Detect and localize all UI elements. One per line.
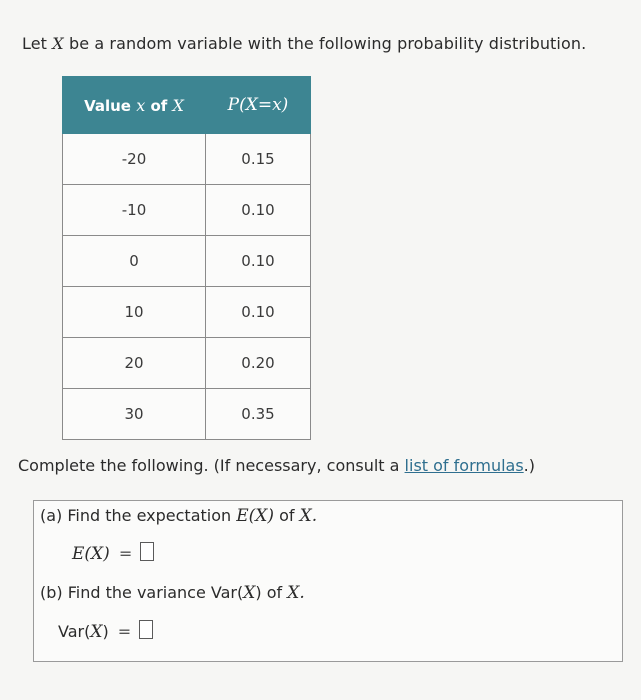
probability-cell: 0.10	[206, 236, 311, 287]
table-row	[63, 134, 311, 185]
part-b-answer-row	[58, 620, 153, 642]
expectation-answer-input[interactable]	[140, 542, 154, 561]
value-cell: -10	[63, 185, 206, 236]
equals-sign: =	[118, 544, 133, 563]
value-cell: 10	[63, 287, 206, 338]
header-value-of-x: Value x of X	[63, 77, 206, 134]
intro-suffix: be a random variable with the following probability distribution.	[68, 34, 587, 53]
value-cell: 30	[63, 389, 206, 440]
probability-distribution-table	[62, 76, 311, 440]
probability-cell: 0.20	[206, 338, 311, 389]
value-cell: 0	[63, 236, 206, 287]
table-row	[63, 185, 311, 236]
part-b-prompt: (b) Find the variance Var(X) of X.	[40, 583, 305, 603]
value-cell: -20	[63, 134, 206, 185]
equals-sign: =	[117, 622, 132, 641]
instructions	[18, 456, 535, 475]
instructions-end: .)	[523, 456, 535, 475]
problem-intro	[22, 34, 586, 53]
probability-cell: 0.10	[206, 185, 311, 236]
variance-answer-input[interactable]	[139, 620, 153, 639]
table-row	[63, 287, 311, 338]
probability-cell: 0.10	[206, 287, 311, 338]
header-probability: P(X=x)	[206, 77, 311, 134]
table-row	[63, 389, 311, 440]
intro-prefix: Let	[22, 34, 48, 53]
instructions-text: Complete the following. (If necessary, consult a	[18, 456, 400, 475]
value-cell: 20	[63, 338, 206, 389]
part-a-prompt: (a) Find the expectation E(X) of X.	[40, 506, 318, 526]
table-row	[63, 236, 311, 287]
probability-cell: 0.35	[206, 389, 311, 440]
part-a-answer-row	[72, 542, 154, 564]
probability-cell: 0.15	[206, 134, 311, 185]
answer-box	[33, 500, 623, 662]
table-row	[63, 338, 311, 389]
variance-label: Var(X)	[58, 622, 109, 642]
expectation-label: E(X)	[72, 544, 110, 564]
list-of-formulas-link[interactable]: list of formulas	[404, 456, 524, 475]
intro-variable: X	[52, 34, 64, 53]
